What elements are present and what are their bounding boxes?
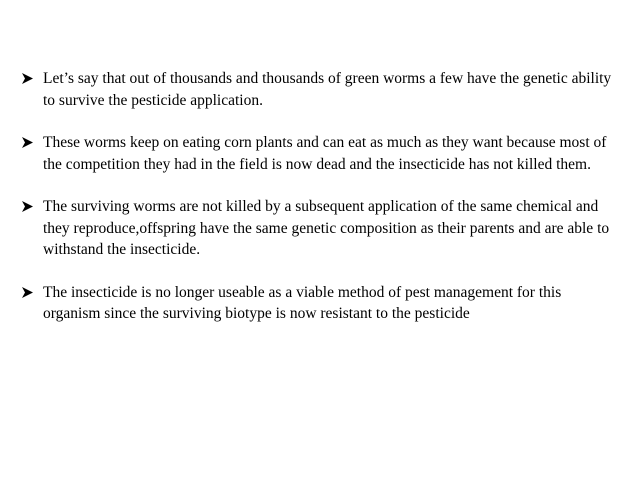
arrowhead-bullet-icon <box>22 287 33 298</box>
bullet-item <box>20 196 620 261</box>
bullet-item <box>20 68 620 111</box>
arrowhead-bullet-icon <box>22 137 33 148</box>
bullet-list <box>20 68 620 346</box>
arrowhead-bullet-icon <box>22 201 33 212</box>
bullet-item <box>20 132 620 175</box>
bullet-text: The surviving worms are not killed by a subsequent application of the same chemical and they reproduce,offspring have the same genetic composition as their parents and are able to withstand the insecticide. <box>43 198 610 258</box>
bullet-text: Let’s say that out of thousands and thousands of green worms a few have the genetic ability to survive the pesticide application. <box>43 70 612 109</box>
arrowhead-bullet-icon <box>22 73 33 84</box>
bullet-text: The insecticide is no longer useable as a viable method of pest management for this organism since the surviving biotype is now resistant to the pesticide <box>43 283 562 322</box>
bullet-item <box>20 282 620 325</box>
bullet-text: These worms keep on eating corn plants and can eat as much as they want because most of the competition they had in the field is now dead and the insecticide has not killed them. <box>43 134 607 173</box>
